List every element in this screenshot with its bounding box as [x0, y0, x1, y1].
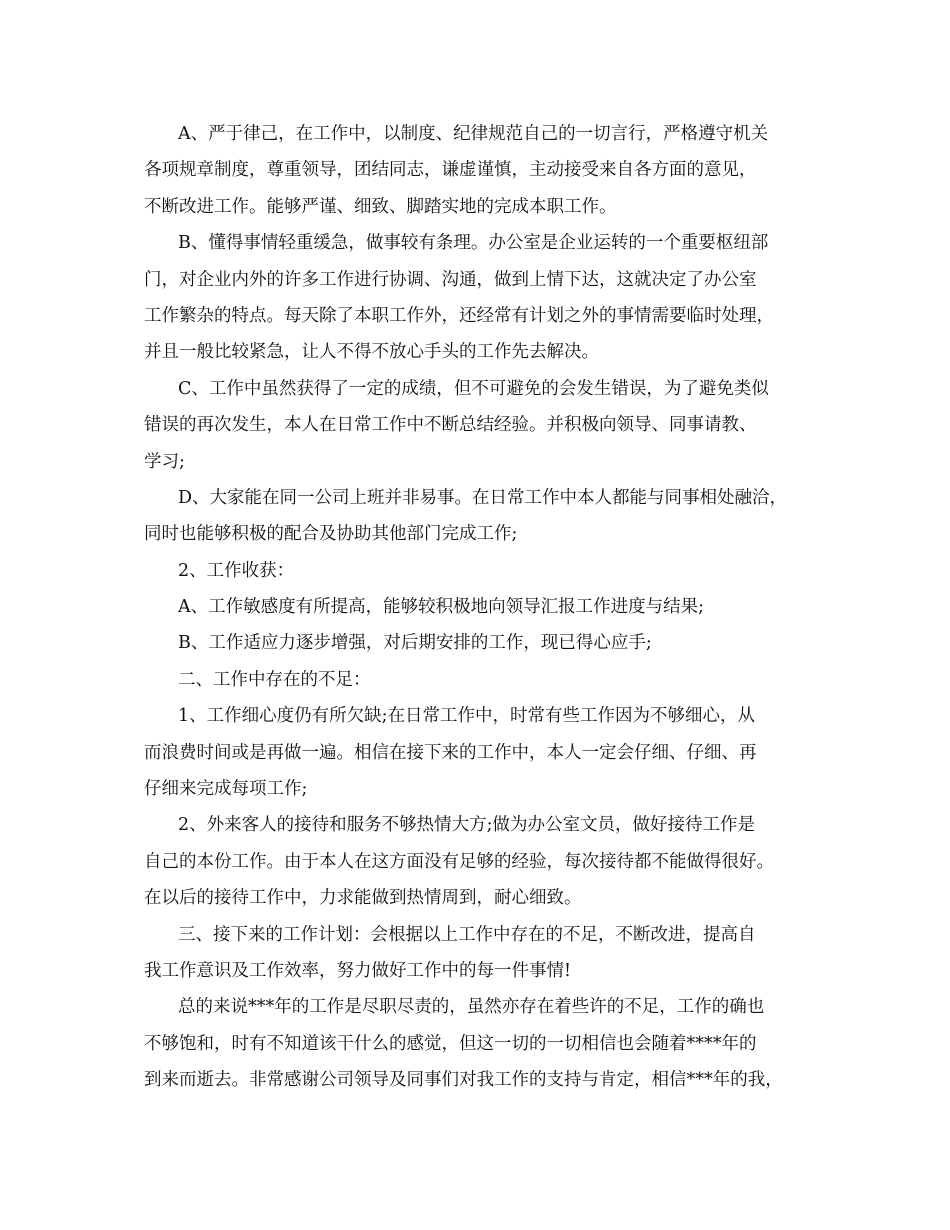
paragraph-line: 自己的本份工作。由于本人在这方面没有足够的经验，每次接待都不能做得很好。	[144, 851, 774, 872]
paragraph-line: 同时也能够积极的配合及协助其他部门完成工作;	[144, 524, 518, 545]
paragraph-line: 2、外来客人的接待和服务不够热情大方;做为办公室文员，做好接待工作是	[178, 815, 756, 836]
paragraph-line: 错误的再次发生，本人在日常工作中不断总结经验。并积极向领导、同事请教、	[144, 415, 757, 436]
paragraph-line: B、懂得事情轻重缓急，做事较有条理。办公室是企业运转的一个重要枢纽部	[178, 233, 769, 254]
paragraph-line: 在以后的接待工作中，力求能做到热情周到，耐心细致。	[144, 888, 582, 909]
section-heading: 二、工作中存在的不足：	[178, 669, 371, 690]
paragraph-line: 到来而逝去。非常感谢公司领导及同事们对我工作的支持与肯定，相信***年的我，	[144, 1070, 783, 1091]
section-heading: 2、工作收获：	[178, 560, 295, 581]
paragraph-line: 学习;	[144, 451, 185, 472]
paragraph-line: 门，对企业内外的许多工作进行协调、沟通，做到上情下达，这就决定了办公室	[144, 269, 757, 290]
paragraph-line: B、工作适应力逐步增强，对后期安排的工作，现已得心应手;	[178, 633, 652, 654]
paragraph-line: 而浪费时间或是再做一遍。相信在接下来的工作中，本人一定会仔细、仔细、再	[144, 742, 757, 763]
paragraph-line: 并且一般比较紧急，让人不得不放心手头的工作先去解决。	[144, 342, 599, 363]
document-body	[144, 116, 824, 1099]
paragraph-line: D、大家能在同一公司上班并非易事。在日常工作中本人都能与同事相处融洽，	[178, 487, 788, 508]
paragraph-line: 工作繁杂的特点。每天除了本职工作外，还经常有计划之外的事情需要临时处理，	[144, 305, 774, 326]
paragraph-line: 不断改进工作。能够严谨、细致、脚踏实地的完成本职工作。	[144, 196, 617, 217]
paragraph-line: 仔细来完成每项工作;	[144, 779, 308, 800]
paragraph-line: 各项规章制度，尊重领导，团结同志，谦虚谨慎，主动接受来自各方面的意见，	[144, 160, 757, 181]
paragraph-line: 我工作意识及工作效率，努力做好工作中的每一件事情!	[144, 960, 572, 981]
paragraph-line: C、工作中虽然获得了一定的成绩，但不可避免的会发生错误，为了避免类似	[178, 378, 769, 399]
paragraph-line: 1、工作细心度仍有所欠缺;在日常工作中，时常有些工作因为不够细心，从	[178, 706, 756, 727]
section-heading: 三、接下来的工作计划：会根据以上工作中存在的不足，不断改进，提高自	[178, 924, 756, 945]
paragraph-line: 总的来说***年的工作是尽职尽责的，虽然亦存在着些许的不足，工作的确也	[178, 997, 765, 1018]
paragraph-line: 不够饱和，时有不知道该干什么的感觉，但这一切的一切相信也会随着****年的	[144, 1033, 757, 1054]
paragraph-line: A、工作敏感度有所提高，能够较积极地向领导汇报工作进度与结果;	[178, 597, 705, 618]
paragraph-line: A、严于律己，在工作中，以制度、纪律规范自己的一切言行，严格遵守机关	[178, 124, 769, 144]
